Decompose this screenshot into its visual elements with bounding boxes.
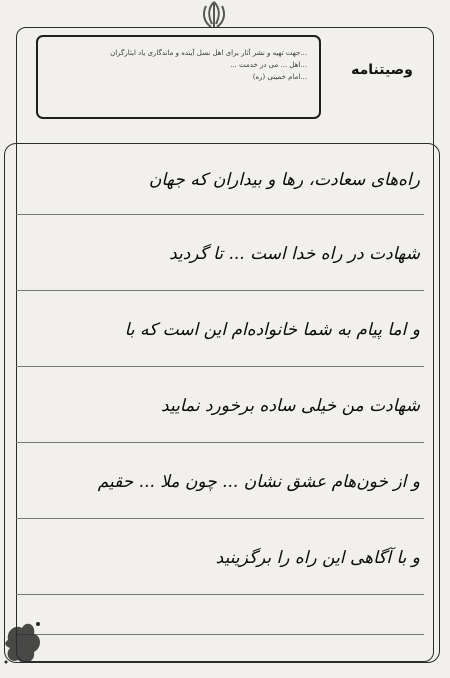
header-text-line: ...اهل ... می در خدمت ...: [230, 61, 307, 69]
handwritten-line: شهادت من خیلی ساده برخورد نمایید: [161, 396, 420, 416]
ruled-line: [16, 214, 424, 215]
header-text-line: ...جهت تهیه و نشر آثار برای اهل نسل آینده و ماندگاری یاد ایثارگران: [110, 49, 307, 57]
ruled-line: [16, 634, 424, 635]
handwritten-line: و از خون‌هام عشق نشان ... چون ملا ... حقیم: [97, 472, 420, 492]
header-box: [36, 35, 321, 119]
ruled-line: [16, 518, 424, 519]
header-text-line: ...امام خمینی (ره): [252, 73, 307, 81]
handwritten-line: شهادت در راه خدا است ... تا گردید: [169, 244, 420, 264]
handwritten-line: راه‌های سعادت، رها و بیداران که جهان: [148, 170, 420, 190]
ruled-line: [16, 442, 424, 443]
ruled-line: [16, 290, 424, 291]
national-emblem-icon: [194, 0, 234, 30]
ink-stain-icon: [2, 610, 44, 670]
ruled-line: [16, 594, 424, 595]
document-title: وصیتنامه: [351, 62, 413, 78]
ruled-line: [16, 366, 424, 367]
handwritten-line: و با آگاهی این راه را برگزینید: [215, 548, 420, 568]
handwritten-line: و اما پیام به شما خانواده‌ام این است که با: [124, 320, 420, 340]
